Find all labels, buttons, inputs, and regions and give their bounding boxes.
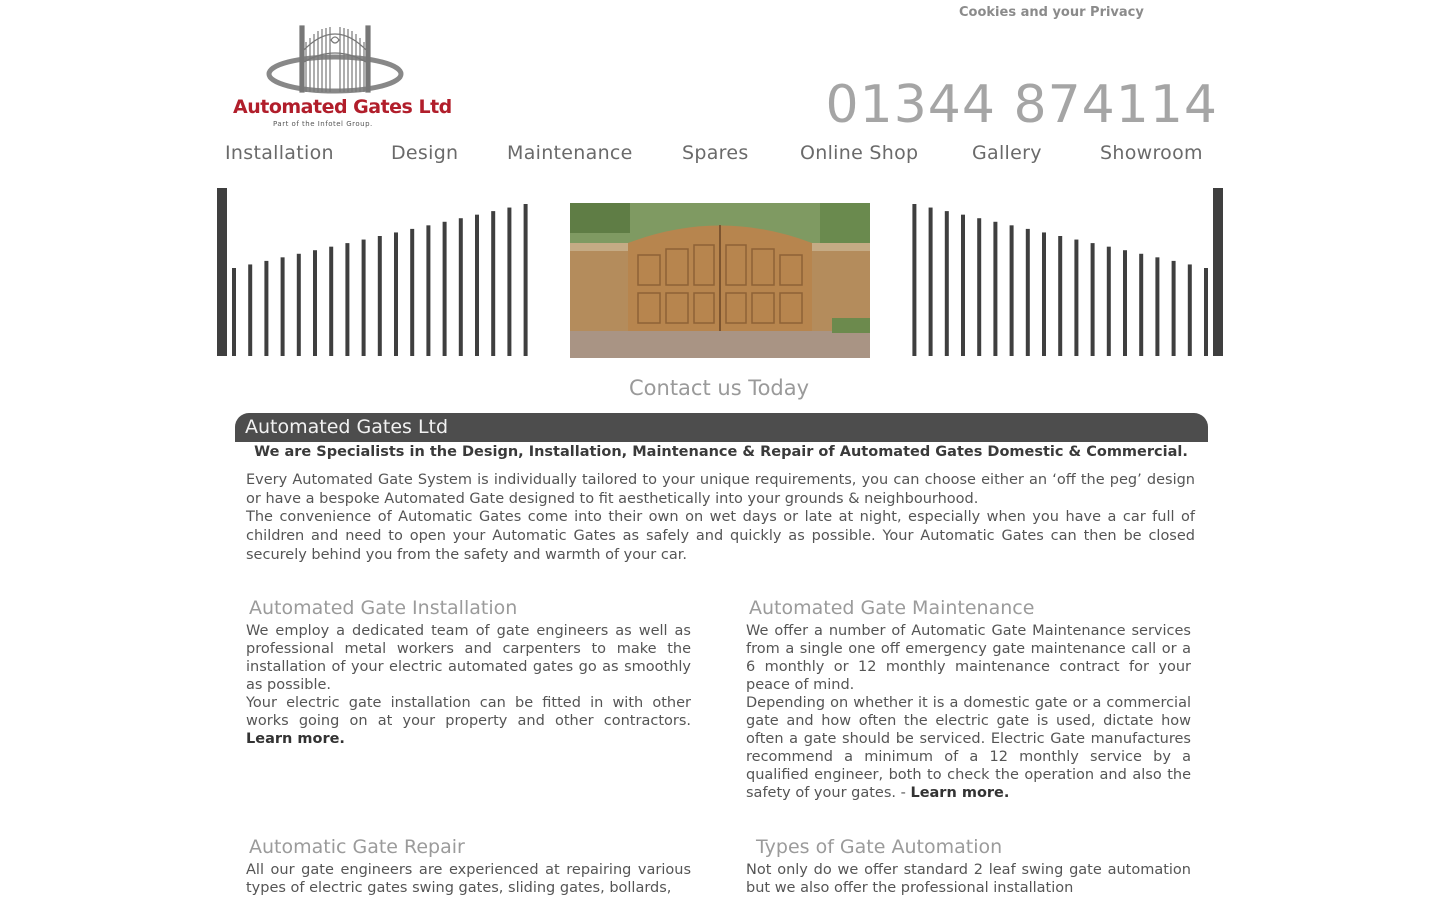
gate-bar <box>929 208 933 356</box>
nav-maintenance[interactable]: Maintenance <box>507 142 633 164</box>
wooden-gate-photo <box>570 203 870 358</box>
installation-paragraph-2 <box>246 694 691 748</box>
nav-spares[interactable]: Spares <box>682 142 749 164</box>
gate-bar <box>443 222 447 356</box>
types-body <box>746 861 1191 897</box>
cookies-privacy-link[interactable]: Cookies and your Privacy <box>959 5 1144 20</box>
gate-bar <box>507 208 511 356</box>
gate-bar <box>977 218 981 356</box>
installation-learn-more-link[interactable]: Learn more. <box>246 731 345 747</box>
gate-bar <box>378 236 382 356</box>
maintenance-body <box>746 622 1191 802</box>
nav-design[interactable]: Design <box>391 142 459 164</box>
gate-bar <box>1172 261 1176 356</box>
gate-bars-right-graphic <box>910 188 1224 356</box>
gate-bar <box>475 215 479 356</box>
gate-bars-right <box>910 188 1224 356</box>
gate-bar <box>1010 225 1014 356</box>
gate-bar <box>232 268 236 356</box>
repair-title: Automatic Gate Repair <box>249 836 465 858</box>
hero-image <box>570 203 870 358</box>
maintenance-learn-more-link[interactable]: Learn more. <box>910 785 1010 801</box>
gate-bar <box>1107 247 1111 356</box>
gate-bar <box>1155 257 1159 356</box>
gate-bar <box>961 215 965 356</box>
gate-bar <box>459 218 463 356</box>
gate-bar <box>426 225 430 356</box>
gate-bars-left <box>217 188 530 356</box>
repair-paragraph-1: All our gate engineers are experienced at repairing various types of electric gates swing gates, sliding gates, bollards, <box>246 862 691 896</box>
installation-paragraph-1: We employ a dedicated team of gate engineers as well as professional metal workers and carpenters to make the installation of your electric automated gates go as smoothly as possible. <box>246 623 691 693</box>
gate-bar <box>394 232 398 356</box>
gate-bar <box>1042 232 1046 356</box>
gate-bar <box>993 222 997 356</box>
maintenance-paragraph-2-text: Depending on whether it is a domestic gate or a commercial gate and how often the electric gate is used, dictate how often a gate should be serviced. Electric Gate manufactures recommend a minimum of a 12 monthly service by a qualified engineer, both to check the operation and also the safety of your gates. - <box>746 695 1191 801</box>
gate-bar <box>329 247 333 356</box>
gate-bar <box>345 243 349 356</box>
gate-bar <box>410 229 414 356</box>
intro-paragraph-1: Every Automated Gate System is individually tailored to your unique requirements, you can choose either an ‘off the peg’ design or have a bespoke Automated Gate designed to fit aesthetically into your grounds & neighbourhood. <box>246 472 1195 507</box>
repair-body <box>246 861 691 897</box>
maintenance-paragraph-2 <box>746 694 1191 802</box>
section-title: Automated Gates Ltd <box>245 416 449 438</box>
phone-number: 01344 874114 <box>825 75 1218 135</box>
nav-installation[interactable]: Installation <box>225 142 334 164</box>
nav-gallery[interactable]: Gallery <box>972 142 1042 164</box>
gate-bar <box>313 250 317 356</box>
gate-bar <box>524 204 528 356</box>
maintenance-paragraph-1: We offer a number of Automatic Gate Maintenance services from a single one off emergency gate maintenance call or a 6 monthly or 12 monthly maintenance contract for your peace of mind. <box>746 623 1191 693</box>
gate-bar <box>297 254 301 356</box>
gate-bar <box>248 264 252 356</box>
gate-bar <box>1091 243 1095 356</box>
gate-bar <box>281 257 285 356</box>
gate-bar <box>945 211 949 356</box>
installation-body <box>246 622 691 748</box>
contact-us-link[interactable]: Contact us Today <box>629 376 810 400</box>
nav-online-shop[interactable]: Online Shop <box>800 142 919 164</box>
nav-showroom[interactable]: Showroom <box>1100 142 1203 164</box>
types-paragraph-1: Not only do we offer standard 2 leaf swing gate automation but we also offer the professional installation <box>746 862 1191 896</box>
gate-bar <box>1074 240 1078 356</box>
intro-text <box>246 471 1195 565</box>
main-nav <box>218 142 1218 174</box>
gate-bar <box>491 211 495 356</box>
tagline: We are Specialists in the Design, Installation, Maintenance & Repair of Automated Gates Domestic & Commercial. <box>254 444 1188 460</box>
gate-post <box>217 188 227 356</box>
gate-bar <box>912 204 916 356</box>
gate-bar <box>1188 264 1192 356</box>
gate-bar <box>1058 236 1062 356</box>
gate-bar <box>1204 268 1208 356</box>
installation-title: Automated Gate Installation <box>249 597 518 619</box>
maintenance-title: Automated Gate Maintenance <box>749 597 1035 619</box>
types-title: Types of Gate Automation <box>756 836 1003 858</box>
gate-bar <box>362 240 366 356</box>
logo[interactable] <box>228 22 452 132</box>
intro-paragraph-2: The convenience of Automatic Gates come into their own on wet days or late at night, especially when you have a car full of children and need to open your Automatic Gates as safely and quickly as possible. Your Automatic Gates can then be closed securely behind you from the safety and warmth of your car. <box>246 509 1195 563</box>
logo-tagline: Part of the Infotel Group. <box>273 120 373 128</box>
section-title-bar <box>235 413 1208 442</box>
gate-bar <box>1123 250 1127 356</box>
gate-bars-left-graphic <box>217 188 530 356</box>
gate-post <box>1213 188 1223 356</box>
gate-bar <box>264 261 268 356</box>
gate-bar <box>1026 229 1030 356</box>
gate-bar <box>1139 254 1143 356</box>
logo-name: Automated Gates Ltd <box>233 96 452 118</box>
installation-paragraph-2-text: Your electric gate installation can be fitted in with other works going on at your property and other contractors. <box>246 695 691 729</box>
gate-logo-icon <box>228 22 443 102</box>
